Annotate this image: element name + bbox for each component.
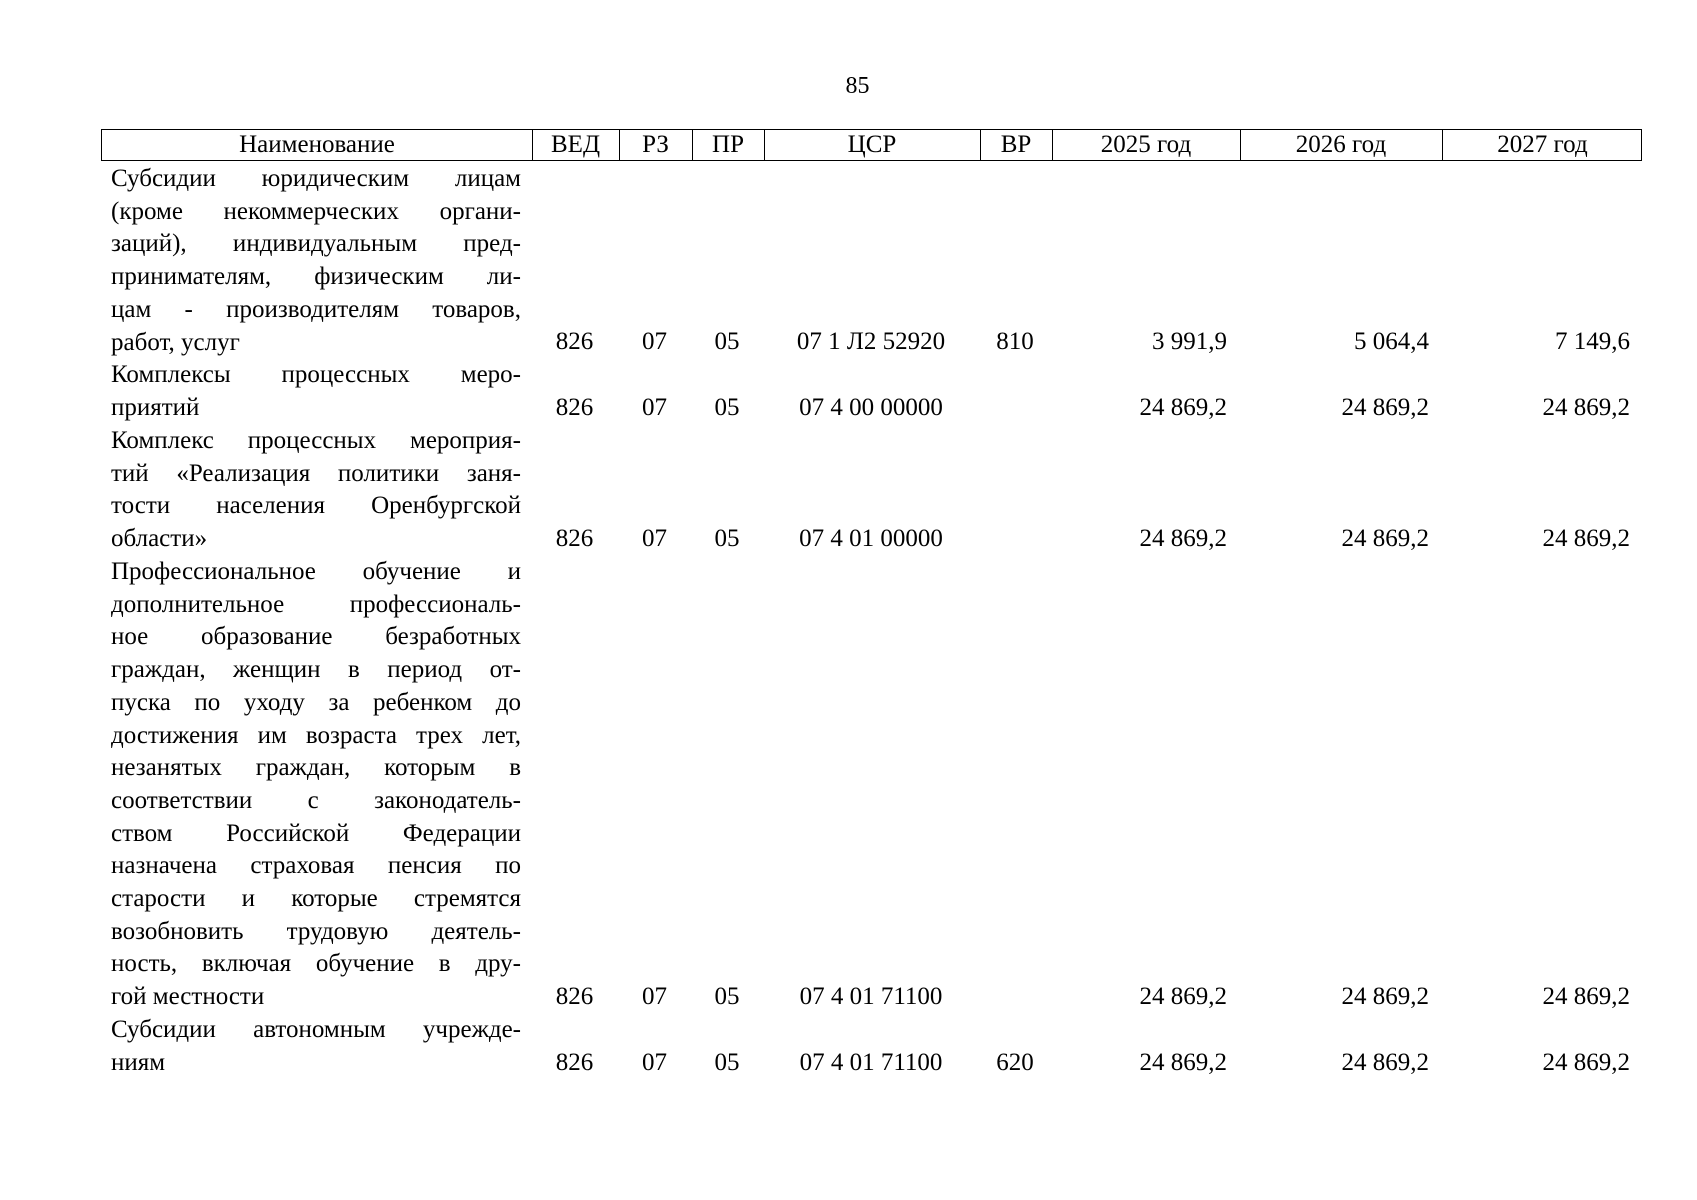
cell-2025: 24 869,2: [1139, 394, 1227, 422]
table-row: [0, 556, 1697, 1014]
header-pr: ПР: [712, 131, 744, 158]
cell-rz: 07: [642, 525, 667, 553]
cell-rz: 07: [642, 328, 667, 356]
header-2026: 2026 год: [1295, 131, 1387, 158]
cell-2026: 24 869,2: [1341, 1049, 1429, 1077]
cell-csr: 07 4 01 00000: [799, 525, 943, 553]
cell-2027: 24 869,2: [1542, 394, 1630, 422]
cell-ved: 826: [555, 983, 594, 1011]
cell-ved: 826: [555, 394, 594, 422]
header-2027: 2027 год: [1497, 131, 1588, 158]
table-row: [0, 163, 1697, 359]
cell-2025: 24 869,2: [1139, 525, 1227, 553]
cell-csr: 07 4 00 00000: [799, 394, 943, 422]
cell-2026: 24 869,2: [1341, 983, 1429, 1011]
cell-csr: 07 4 01 71100: [799, 1049, 943, 1077]
header-2025: 2025 год: [1100, 131, 1192, 158]
page-number: 85: [845, 73, 870, 99]
cell-rz: 07: [642, 983, 667, 1011]
cell-rz: 07: [642, 394, 667, 422]
cell-pr: 05: [714, 394, 740, 422]
cell-pr: 05: [714, 983, 740, 1011]
cell-2025: 24 869,2: [1139, 1049, 1227, 1077]
row-name: Профессиональное обучение и дополнительное профессиональ- ное образование безработных граждан, женщин в период от- пуска по уходу за ребенком до достижения им возраста трех лет, незанятых граждан, которым в соответствии с законодатель- ством Российской Федерации назначена страховая пенсия по старости и которые стремятся возобновить трудовую деятель- ность, включая обучение в дру- гой местности: [111, 558, 521, 1011]
cell-2025: 24 869,2: [1139, 983, 1227, 1011]
cell-ved: 826: [555, 525, 594, 553]
cell-pr: 05: [714, 328, 740, 356]
cell-ved: 826: [555, 1049, 594, 1077]
table-header: [101, 129, 1642, 161]
header-name: Наименование: [239, 131, 395, 158]
header-csr: ЦСР: [847, 131, 897, 158]
cell-rz: 07: [642, 1049, 667, 1077]
cell-2026: 24 869,2: [1341, 394, 1429, 422]
cell-ved: 826: [555, 328, 594, 356]
header-rz: РЗ: [642, 131, 669, 158]
cell-pr: 05: [714, 1049, 740, 1077]
cell-2027: 24 869,2: [1542, 983, 1630, 1011]
cell-vr: 810: [996, 328, 1034, 356]
cell-2026: 24 869,2: [1341, 525, 1429, 553]
cell-vr: 620: [996, 1049, 1034, 1077]
row-name: Субсидии автономным учрежде- ниям: [111, 1016, 521, 1076]
table-row: [0, 1014, 1697, 1080]
cell-pr: 05: [714, 525, 740, 553]
cell-2026: 5 064,4: [1354, 328, 1429, 356]
row-name: Субсидии юридическим лицам (кроме некоммерческих органи- заций), индивидуальным пред- принимателям, физическим ли- цам - производителям товаров, работ, услуг: [111, 165, 521, 356]
cell-csr: 07 4 01 71100: [799, 983, 943, 1011]
cell-2027: 24 869,2: [1542, 525, 1630, 553]
header-vr: ВР: [1000, 131, 1032, 158]
table-row: [0, 425, 1697, 556]
table-row: [0, 359, 1697, 425]
row-name: Комплекс процессных мероприя- тий «Реализация политики заня- тости населения Оренбургской области»: [111, 427, 521, 553]
row-name: Комплексы процессных меро- приятий: [111, 361, 521, 421]
cell-csr: 07 1 Л2 52920: [796, 328, 946, 356]
cell-2025: 3 991,9: [1152, 328, 1227, 356]
cell-2027: 7 149,6: [1555, 328, 1630, 356]
cell-2027: 24 869,2: [1542, 1049, 1630, 1077]
header-ved: ВЕД: [551, 131, 600, 158]
